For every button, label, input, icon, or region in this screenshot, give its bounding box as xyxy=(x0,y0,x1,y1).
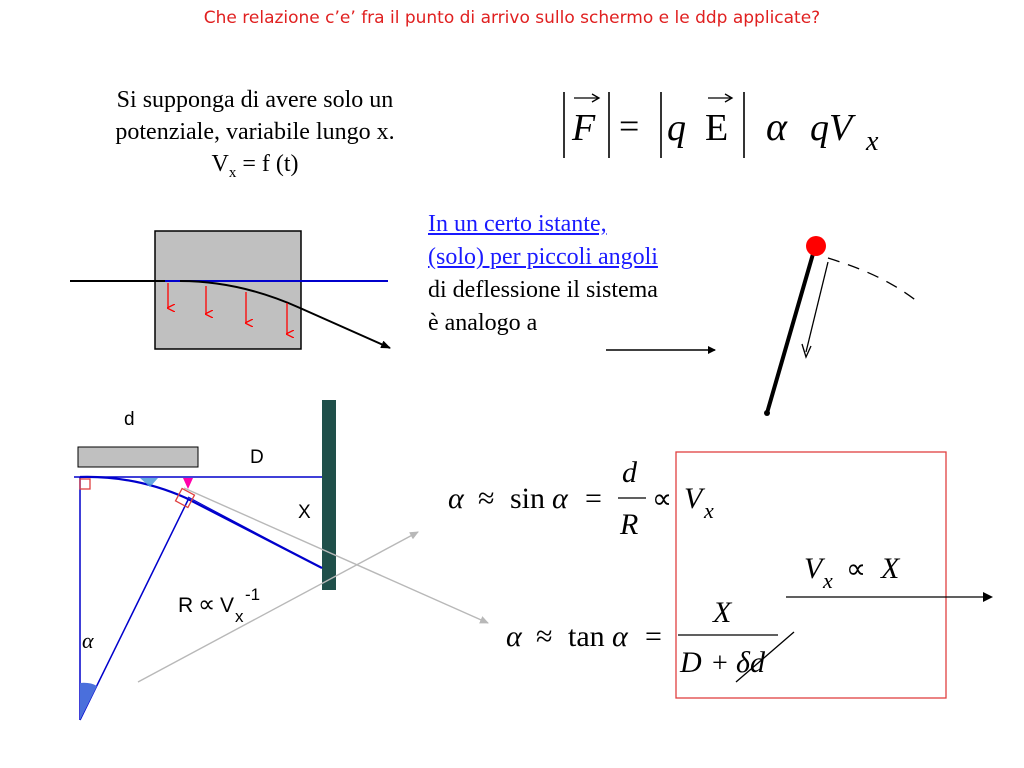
label-D: D xyxy=(250,447,264,468)
label-R: R xyxy=(178,594,194,617)
tan-den-delta-d: δd xyxy=(736,646,765,679)
tan-approx: ≈ xyxy=(536,620,553,653)
deflection-plates xyxy=(70,231,390,349)
proportional-formula xyxy=(786,552,993,602)
right-angle-marker-1 xyxy=(80,479,90,489)
force-eq: = xyxy=(619,106,640,146)
geometry-diagram xyxy=(74,400,336,720)
pendulum-rod xyxy=(767,247,815,413)
tan-fn: tan xyxy=(568,620,605,653)
tan-eq: = xyxy=(645,620,662,653)
pendulum-bob xyxy=(806,236,826,256)
statement-line-4: è analogo a xyxy=(428,310,538,336)
result-arrow-head xyxy=(983,592,993,602)
statement-line-3: di deflessione il sistema xyxy=(428,277,658,303)
force-f: F xyxy=(572,107,596,149)
label-R-prop: ∝ xyxy=(198,592,216,618)
label-R-sub: x xyxy=(235,607,244,626)
intro-v: V xyxy=(211,151,229,177)
slide-title: Che relazione c’e’ fra il punto di arrivo sullo schermo e le ddp applicate? xyxy=(203,8,821,28)
sin-approx: ≈ xyxy=(478,482,495,515)
pendulum-force-line xyxy=(806,262,828,352)
prop-v-sub: x xyxy=(823,568,833,593)
tan-num-x: X xyxy=(713,596,732,629)
tan-alpha: α xyxy=(506,620,522,653)
force-e: E xyxy=(705,107,729,149)
intro-line-2: potenziale, variabile lungo x. xyxy=(115,119,395,145)
label-X: X xyxy=(298,502,311,523)
pendulum-path xyxy=(828,258,918,302)
intro-v-sub: x xyxy=(228,164,237,181)
intro-eq-tail: = f (t) xyxy=(236,151,299,177)
tan-formula xyxy=(506,596,794,682)
sin-v: V xyxy=(684,482,703,515)
analogy-arrow xyxy=(606,346,716,354)
plate-d xyxy=(78,447,198,467)
sin-v-sub: x xyxy=(704,498,714,523)
tan-den-d: D xyxy=(680,646,702,679)
alpha-angle xyxy=(80,683,97,720)
label-R-V: V xyxy=(220,594,235,617)
sin-alpha: α xyxy=(448,482,464,515)
label-d: d xyxy=(124,409,135,430)
statement-link-1[interactable]: In un certo istante, xyxy=(428,211,607,237)
statement-link-2[interactable]: (solo) per piccoli angoli xyxy=(428,244,658,270)
label-alpha: α xyxy=(82,628,94,653)
intro-line-1: Si supponga di avere solo un xyxy=(116,87,394,113)
analogy-arrow-head xyxy=(708,346,716,354)
trajectory xyxy=(80,477,322,568)
sin-alpha-2: α xyxy=(552,482,568,515)
force-formula xyxy=(564,92,879,158)
force-alpha: α xyxy=(766,104,787,149)
prop-x: X xyxy=(881,552,900,585)
magenta-angle xyxy=(183,478,193,489)
force-q: q xyxy=(667,107,686,149)
force-sub-x: x xyxy=(866,126,879,157)
sin-prop: ∝ xyxy=(652,484,673,515)
screen xyxy=(322,400,336,590)
sin-fn: sin xyxy=(510,482,546,515)
label-R-sup: -1 xyxy=(245,585,261,604)
tan-plus: + xyxy=(712,648,728,679)
prop-symbol: ∝ xyxy=(846,554,867,585)
pendulum-pivot xyxy=(764,410,770,416)
sin-formula xyxy=(448,456,714,541)
tan-alpha-2: α xyxy=(612,620,628,653)
sin-den-r: R xyxy=(620,508,639,541)
sin-num-d: d xyxy=(622,456,637,489)
pendulum xyxy=(764,236,918,416)
field-region xyxy=(155,231,301,349)
force-qv: qV xyxy=(810,107,853,149)
sin-eq: = xyxy=(585,482,602,515)
prop-v: V xyxy=(804,552,823,585)
